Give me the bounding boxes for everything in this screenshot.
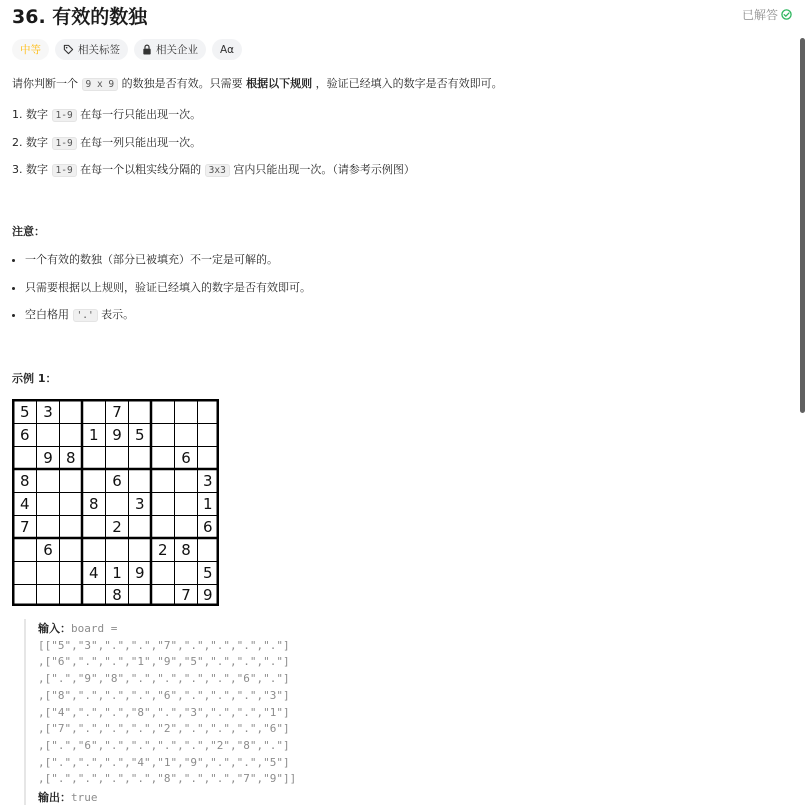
note-code: '.' bbox=[73, 309, 98, 322]
intro-text-post: ，验证已经填入的数字是否有效即可。 bbox=[312, 77, 503, 90]
sudoku-cell-digit: 9 bbox=[134, 564, 145, 582]
rule-code: 1-9 bbox=[52, 137, 77, 150]
output-label: 输出： bbox=[38, 791, 71, 805]
scrollbar-thumb[interactable] bbox=[800, 38, 805, 413]
input-line: ,[".",".",".","4","1","9",".",".","5"] bbox=[38, 755, 290, 769]
rule-3 bbox=[12, 161, 415, 177]
rule-1 bbox=[12, 106, 201, 122]
rule-text: 2. 数字 bbox=[12, 136, 52, 149]
rule-2 bbox=[12, 134, 201, 150]
sudoku-cell-digit: 5 bbox=[202, 564, 213, 582]
example-heading: 示例 1： bbox=[12, 372, 57, 385]
list-item bbox=[25, 278, 311, 306]
input-line: [["5","3",".",".","7",".",".",".","."] bbox=[38, 638, 290, 652]
sudoku-cell-digit: 6 bbox=[19, 426, 30, 444]
intro-paragraph bbox=[12, 75, 503, 91]
sudoku-cell-digit: 7 bbox=[112, 402, 122, 421]
intro-bold: 根据以下规则 bbox=[246, 77, 313, 90]
list-item bbox=[25, 250, 311, 278]
sudoku-cell-digit: 8 bbox=[19, 471, 30, 490]
rule-text: 在每一个以粗实线分隔的 bbox=[76, 163, 205, 176]
output-row bbox=[38, 788, 296, 807]
sudoku-cell-digit: 5 bbox=[19, 402, 30, 421]
rule-text: 3. 数字 bbox=[12, 163, 52, 176]
rule-text: 在每一列只能出现一次。 bbox=[76, 136, 202, 149]
example-block bbox=[24, 619, 296, 805]
difficulty-badge[interactable] bbox=[12, 39, 49, 60]
rule-text: 1. 数字 bbox=[12, 108, 52, 121]
sudoku-cell-digit: 6 bbox=[202, 517, 213, 536]
note-text: 表示。 bbox=[97, 308, 135, 321]
input-label: 输入： bbox=[38, 622, 71, 635]
rule-code: 1-9 bbox=[52, 164, 77, 177]
sudoku-cell-digit: 4 bbox=[88, 564, 99, 582]
input-line: ,[".",".",".",".","8",".",".","7","9"]] bbox=[38, 772, 297, 786]
check-circle-icon bbox=[781, 9, 792, 20]
sudoku-cell-digit: 7 bbox=[19, 517, 30, 536]
sudoku-cell-digit: 4 bbox=[19, 495, 30, 513]
sudoku-cell-digit: 9 bbox=[43, 448, 53, 467]
intro-text-pre: 请你判断一个 bbox=[12, 77, 82, 90]
note-text: 只需要根据以上规则，验证已经填入的数字是否有效即可。 bbox=[25, 280, 311, 294]
sudoku-cell-digit: 9 bbox=[112, 426, 122, 444]
rule-code: 1-9 bbox=[52, 109, 77, 122]
font-size-toggle[interactable] bbox=[212, 39, 242, 60]
sudoku-cell-digit: 3 bbox=[43, 402, 53, 421]
note-heading: 注意： bbox=[12, 225, 45, 238]
sudoku-cell-digit: 8 bbox=[112, 585, 122, 604]
sudoku-cell-digit: 2 bbox=[157, 540, 168, 559]
sudoku-cell-digit: 1 bbox=[202, 495, 213, 513]
related-companies-button[interactable] bbox=[134, 39, 206, 60]
note-text: 一个有效的数独（部分已被填充）不一定是可解的。 bbox=[25, 253, 278, 266]
related-tags-label: 相关标签 bbox=[78, 44, 120, 56]
notes-list bbox=[12, 250, 311, 333]
output-value: true bbox=[71, 791, 98, 805]
input-row bbox=[38, 619, 296, 638]
note-text: 空白格用 bbox=[25, 308, 73, 321]
related-tags-button[interactable] bbox=[55, 39, 128, 60]
sudoku-cell-digit: 9 bbox=[202, 585, 213, 604]
intro-text-mid: 的数独是否有效。只需要 bbox=[118, 77, 247, 90]
problem-title: 36. 有效的数独 bbox=[12, 6, 148, 28]
solved-status bbox=[742, 6, 792, 23]
sudoku-cell-digit: 2 bbox=[112, 517, 122, 536]
rule-text: 在每一行只能出现一次。 bbox=[76, 108, 202, 121]
rule-code: 3x3 bbox=[205, 164, 230, 177]
tag-bar bbox=[12, 39, 242, 60]
input-line: ,["4",".",".","8",".","3",".",".","1"] bbox=[38, 705, 290, 719]
intro-code: 9 x 9 bbox=[82, 78, 119, 91]
sudoku-cell-digit: 8 bbox=[88, 495, 99, 513]
sudoku-cell-digit: 7 bbox=[181, 585, 191, 604]
sudoku-cell-digit: 3 bbox=[202, 471, 213, 490]
input-line: ,[".","6",".",".",".",".","2","8","."] bbox=[38, 738, 290, 752]
solved-label: 已解答 bbox=[741, 8, 778, 22]
sudoku-cell-digit: 6 bbox=[43, 540, 53, 559]
sudoku-cell-digit: 1 bbox=[112, 564, 122, 582]
translate-icon: Aα bbox=[220, 43, 235, 56]
sudoku-cell-digit: 8 bbox=[65, 448, 76, 467]
sudoku-cell-digit: 8 bbox=[181, 540, 191, 559]
rule-text: 宫内只能出现一次。（请参考示例图） bbox=[229, 163, 415, 176]
sudoku-cell-digit: 3 bbox=[134, 495, 145, 513]
input-line: ,[".","9","8",".",".",".",".","6","."] bbox=[38, 672, 290, 686]
sudoku-cell-digit: 6 bbox=[181, 448, 191, 467]
sudoku-cell-digit: 5 bbox=[134, 426, 145, 444]
tag-icon bbox=[63, 44, 74, 55]
related-companies-label: 相关企业 bbox=[156, 44, 198, 56]
input-line: ,["8",".",".",".","6",".",".",".","3"] bbox=[38, 688, 290, 702]
sudoku-cell-digit: 1 bbox=[88, 426, 99, 444]
list-item bbox=[25, 305, 311, 333]
input-line: ,["7",".",".",".","2",".",".",".","6"] bbox=[38, 722, 290, 736]
input-line: ,["6",".",".","1","9","5",".",".","."] bbox=[38, 655, 290, 669]
input-line: board = bbox=[71, 622, 118, 635]
difficulty-label: 中等 bbox=[20, 44, 41, 56]
sudoku-board-image bbox=[12, 399, 219, 606]
scrollbar[interactable] bbox=[800, 0, 806, 805]
sudoku-cell-digit: 6 bbox=[112, 471, 122, 490]
lock-icon bbox=[142, 44, 152, 55]
